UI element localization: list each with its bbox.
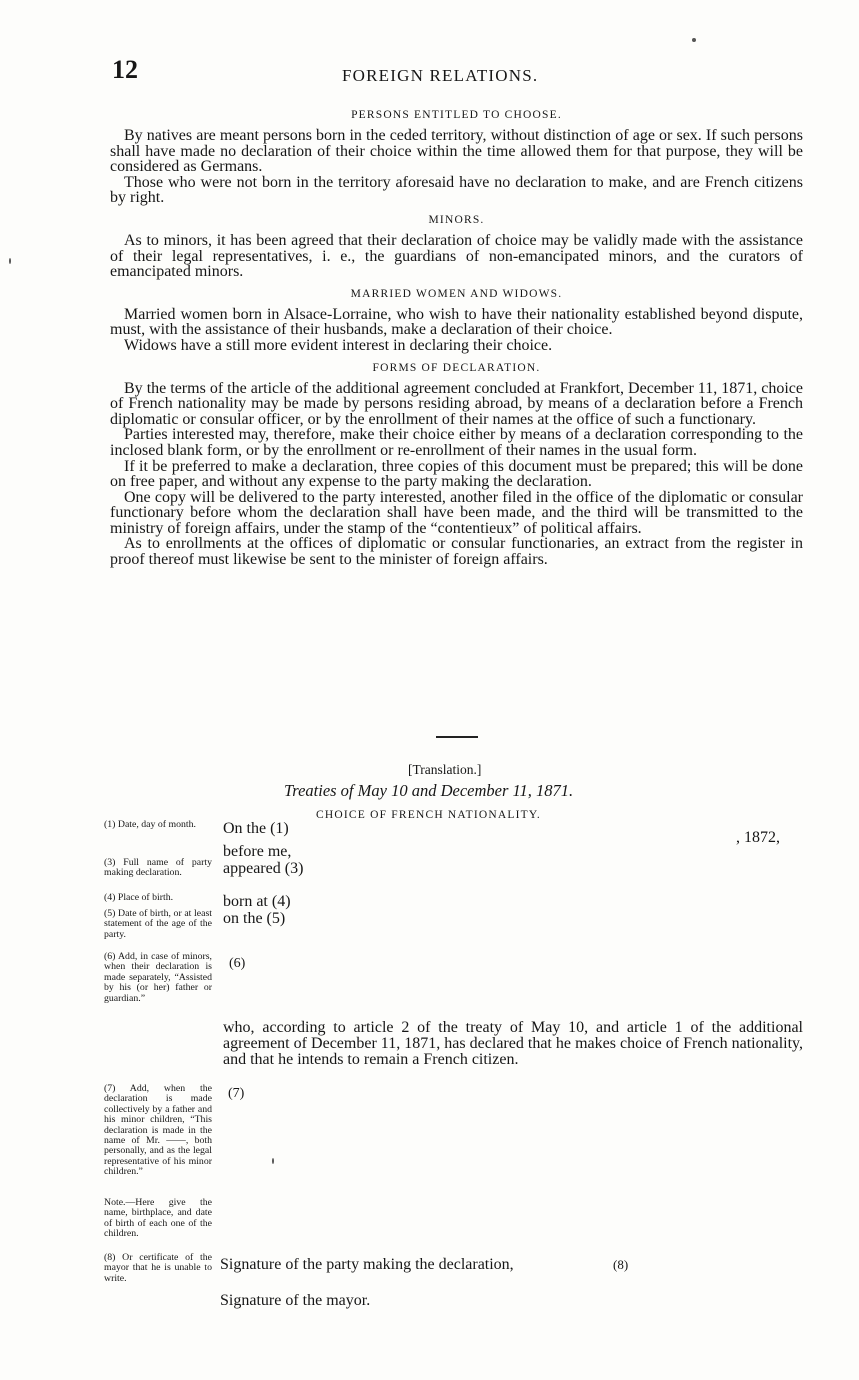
section-divider xyxy=(436,736,478,738)
declaration-text: who, according to article 2 of the treaty of May 10, and article 1 of the additional agreement of December 11, 1871, has declared that he makes choice of French nationality, and that he intends to remain a French citizen. xyxy=(223,1019,803,1068)
signature-ref: (8) xyxy=(613,1257,629,1272)
running-title: FOREIGN RELATIONS. xyxy=(342,66,539,85)
paper-speck xyxy=(272,1158,274,1164)
treaties-title: Treaties of May 10 and December 11, 1871. xyxy=(284,781,574,800)
paragraph: By natives are meant persons born in the ceded territory, without distinction of age or sex. If such persons shall have made no declaration of their choice within the time allowed them for that purpose, they will be considered as Germans. xyxy=(110,127,803,176)
margin-note-5: (5) Date of birth, or at least statement of the age of the party. xyxy=(104,908,212,940)
section-heading-married-women: MARRIED WOMEN AND WIDOWS. xyxy=(350,287,563,300)
section-heading-minors: MINORS. xyxy=(428,213,485,226)
paragraph: As to enrollments at the offices of diplomatic or consular functionaries, an extract from the register in proof thereof must likewise be sent to the minister of foreign affairs. xyxy=(110,535,803,569)
margin-note-1: (1) Date, day of month. xyxy=(104,819,196,830)
paper-speck xyxy=(9,258,11,264)
main-text xyxy=(110,108,803,568)
form-line-appeared: appeared (3) xyxy=(223,860,304,877)
form-line-on-the: On the (1) xyxy=(223,820,289,837)
margin-note-7-note: Note.—Here give the name, birthplace, and date of birth of each one of the children. xyxy=(104,1197,212,1240)
margin-note-3: (3) Full name of party making declaration. xyxy=(104,857,212,879)
form-heading: CHOICE OF FRENCH NATIONALITY. xyxy=(316,809,541,821)
margin-note-6: (6) Add, in case of minors, when their declaration is made separately, “Assisted by his (or her) father or guardian.” xyxy=(104,951,212,1004)
translation-label: [Translation.] xyxy=(408,762,482,777)
signature-mayor-line: Signature of the mayor. xyxy=(220,1292,371,1309)
paragraph: Parties interested may, therefore, make their choice either by means of a declaration corresponding to the inclosed blank form, or by the enrollment or re-enrollment of their names in the usual form. xyxy=(110,426,803,459)
margin-note-8: (8) Or certificate of the mayor that he is unable to write. xyxy=(104,1252,212,1284)
paragraph: Married women born in Alsace-Lorraine, who wish to have their nationality established beyond dispute, must, with the assistance of their husbands, make a declaration of their choice. xyxy=(110,305,803,339)
margin-note-4: (4) Place of birth. xyxy=(104,892,174,903)
margin-note-7: (7) Add, when the declaration is made collectively by a father and his minor children, “This declaration is made in the name of Mr. ——, both personally, and as the legal representative of his minor children.” xyxy=(104,1083,212,1178)
page-number: 12 xyxy=(112,55,138,84)
form-line-on-the-5: on the (5) xyxy=(223,910,286,927)
paragraph: If it be preferred to make a declaration, three copies of this document must be prepared; this will be done on free paper, and without any expense to the party making the declaration. xyxy=(110,457,803,491)
paragraph: As to minors, it has been agreed that their declaration of choice may be validly made with the assistance of their legal representatives, i. e., the guardians of non-emancipated minors, and the curators of emancipated minors. xyxy=(110,231,803,281)
section-heading-forms: FORMS OF DECLARATION. xyxy=(372,361,541,374)
paragraph: One copy will be delivered to the party interested, another filed in the office of the diplomatic or consular functionary before whom the declaration shall have been made, and the third will be transmitted to the ministry of foreign affairs, under the stamp of the “contentieux” of political affairs. xyxy=(110,488,803,537)
signature-party-line: Signature of the party making the declaration, xyxy=(220,1256,514,1273)
form-ref-7: (7) xyxy=(228,1086,245,1101)
paragraph: Those who were not born in the territory aforesaid have no declaration to make, and are French citizens by right. xyxy=(110,173,803,207)
paragraph: Widows have a still more evident interest in declaring their choice. xyxy=(124,336,553,354)
form-year: , 1872, xyxy=(736,829,780,846)
paragraph: By the terms of the article of the additional agreement concluded at Frankfort, December 11, 1871, choice of French nationality may be made by persons residing abroad, by means of a declaration before a French diplomatic or consular officer, or by the enrollment of their names at the office of such a functionary. xyxy=(110,379,803,428)
form-line-before-me: before me, xyxy=(223,843,292,860)
section-heading-persons: PERSONS ENTITLED TO CHOOSE. xyxy=(351,109,562,121)
form-line-born-at: born at (4) xyxy=(223,893,291,910)
paper-speck xyxy=(692,38,696,42)
form-ref-6: (6) xyxy=(229,956,246,971)
